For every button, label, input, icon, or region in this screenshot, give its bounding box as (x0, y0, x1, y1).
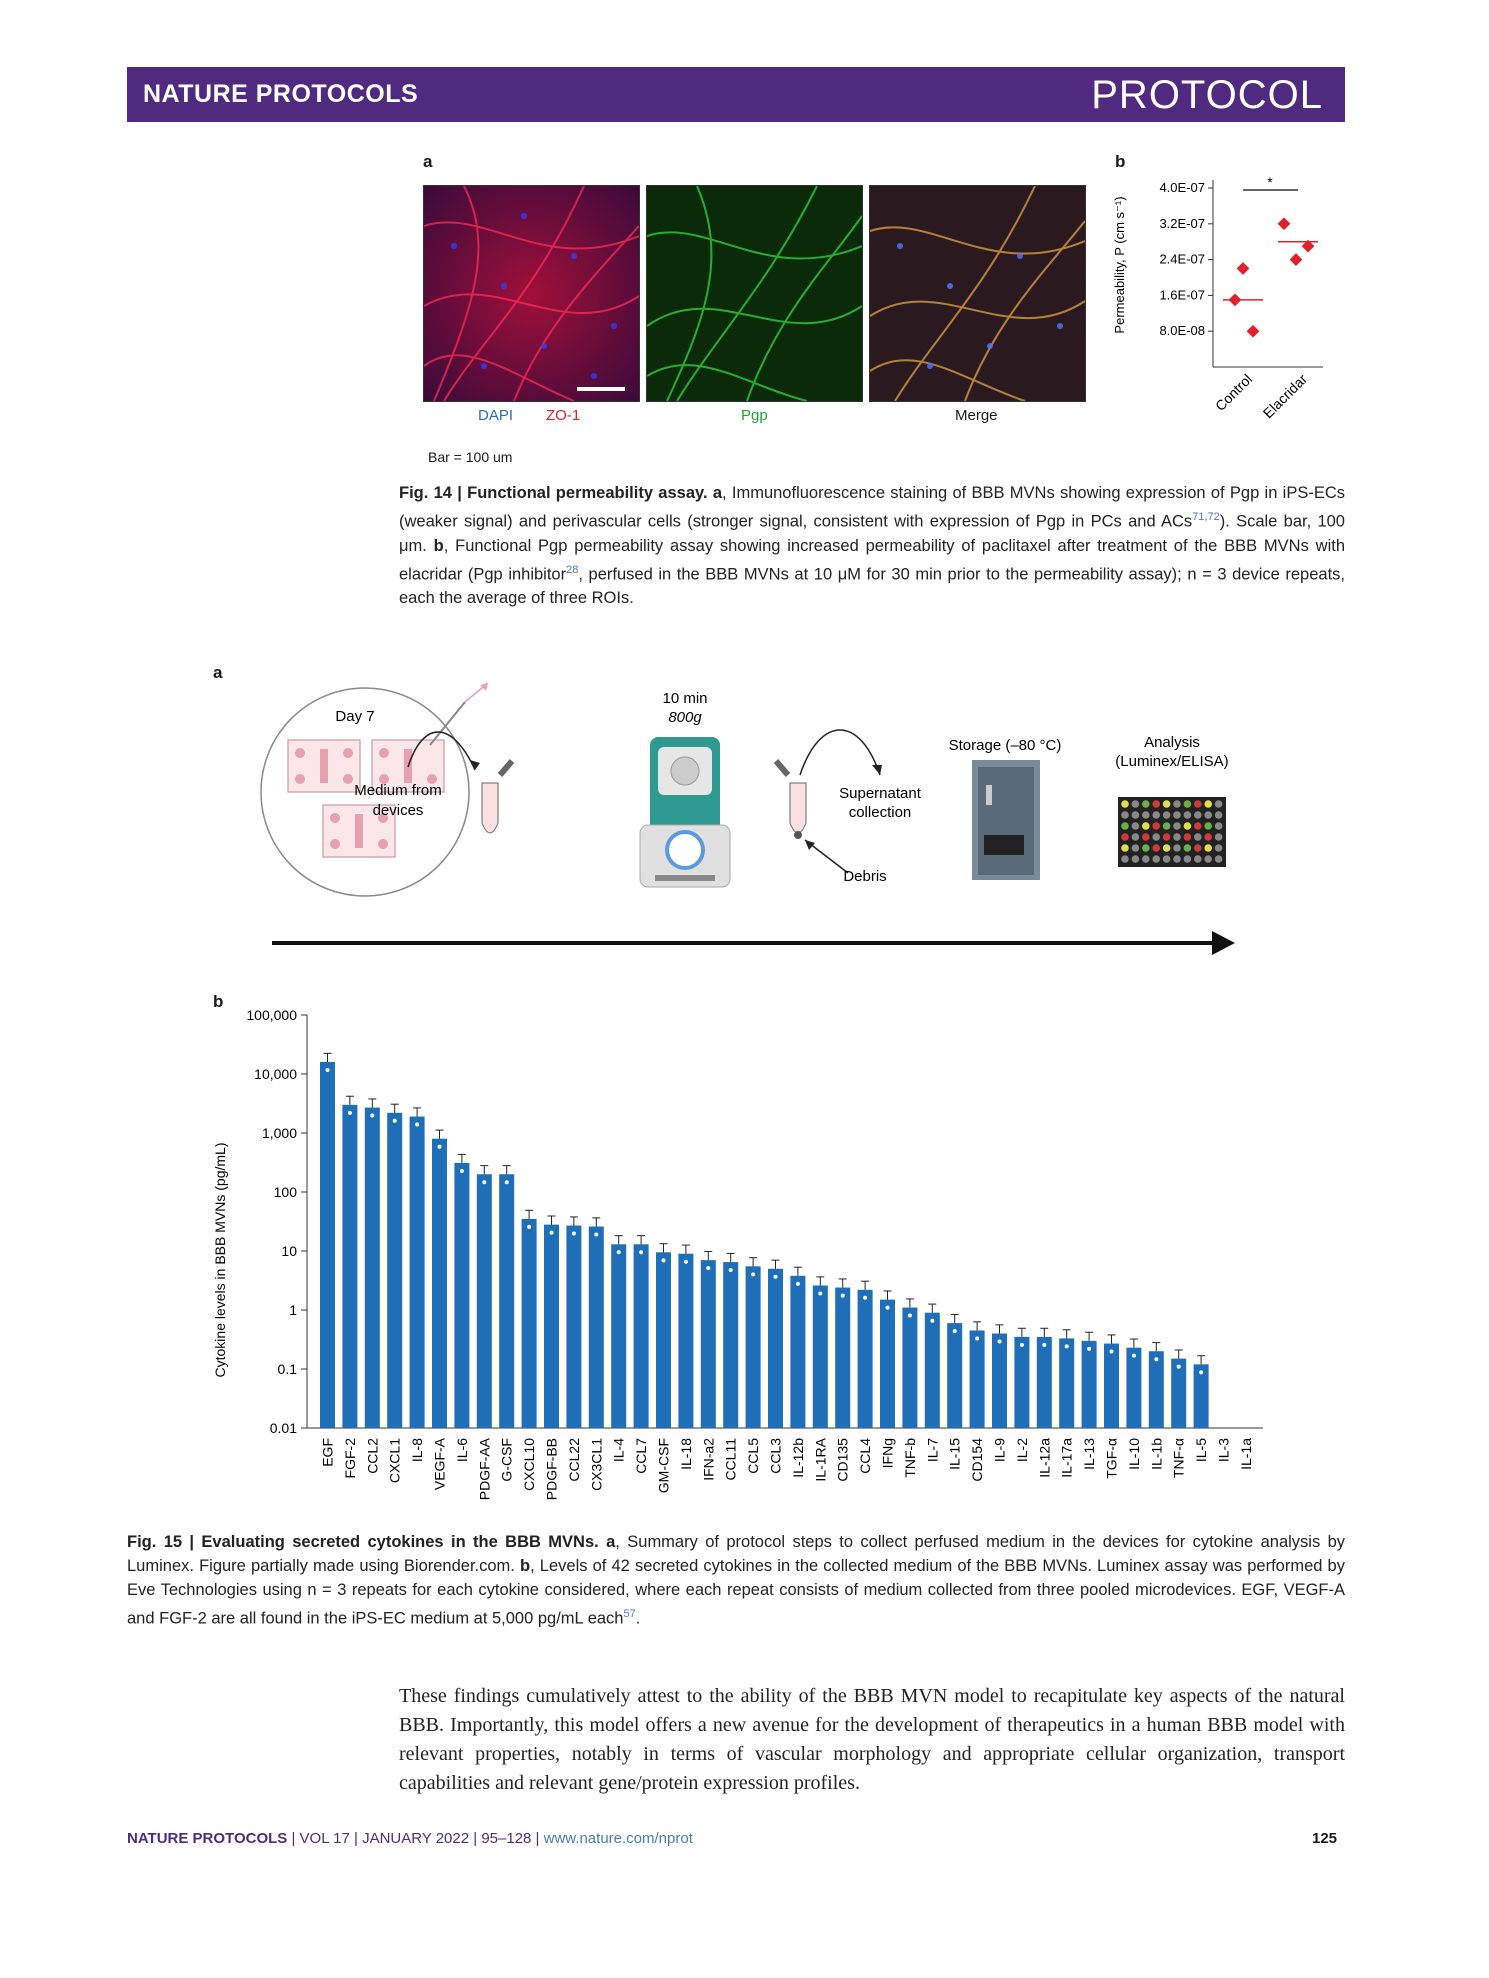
cyto-bar (634, 1244, 649, 1428)
cyto-bar (656, 1252, 671, 1428)
fig15-panel-a-letter: a (213, 663, 223, 682)
cyto-bar (589, 1227, 604, 1428)
cyto-bar (902, 1308, 917, 1428)
cyto-x-label: G-CSF (498, 1438, 515, 1482)
plate-well (1121, 822, 1129, 830)
page-number: 125 (1312, 1830, 1338, 1847)
cyto-bar (1104, 1344, 1119, 1428)
plate-well (1184, 811, 1192, 819)
label-merge: Merge (955, 407, 998, 424)
fig14-ref2: 28 (566, 563, 579, 576)
plate-well (1194, 844, 1202, 852)
cyto-point (930, 1319, 934, 1323)
cyto-bar (342, 1105, 357, 1428)
cyto-bar (790, 1276, 805, 1428)
cyto-point (393, 1119, 397, 1123)
cyto-point (572, 1232, 576, 1236)
plate-well (1204, 822, 1212, 830)
medium-label-1: Medium from (354, 782, 442, 799)
cyto-x-label: IL-17a (1058, 1438, 1075, 1478)
plate-well (1142, 855, 1150, 863)
cyto-point (594, 1233, 598, 1237)
plate-icon (1118, 797, 1226, 867)
plate-well (1163, 844, 1171, 852)
cyto-point (527, 1225, 531, 1229)
plate-well (1204, 844, 1212, 852)
cyto-point (863, 1296, 867, 1300)
fig14-caption-b: b (433, 536, 444, 555)
perm-y-label: Permeability, P (cm s⁻¹) (1112, 196, 1127, 334)
plate-well (1173, 855, 1181, 863)
fig14-caption-text-b2: , perfused in the BBB MVNs at 10 μM for 30 min prior to the permeability assay); n = 3 device repeats, each the average of three ROIs. (399, 565, 1345, 607)
perm-y-tick-label: 2.4E-07 (1159, 251, 1205, 267)
perm-y-tick-label: 3.2E-07 (1159, 215, 1205, 231)
cyto-bar (432, 1139, 447, 1428)
perm-y-tick-label: 8.0E-08 (1159, 323, 1205, 339)
cyto-y-tick-label: 0.01 (269, 1420, 297, 1436)
cyto-bar (678, 1254, 693, 1428)
plate-well (1173, 833, 1181, 841)
cyto-x-label: TNF-α (1170, 1438, 1187, 1478)
freezer-icon (972, 760, 1040, 880)
perm-point (1237, 262, 1250, 275)
cyto-bar (947, 1323, 962, 1428)
plate-well (1142, 800, 1150, 808)
permeability-chart (1108, 165, 1338, 430)
plate-well (1173, 844, 1181, 852)
journal-name: NATURE PROTOCOLS (143, 80, 419, 108)
significance-star: * (1267, 174, 1273, 190)
cyto-point (751, 1272, 755, 1276)
cyto-bar (1037, 1337, 1052, 1428)
cyto-bar (365, 1108, 380, 1428)
plate-well (1204, 855, 1212, 863)
debris-label: Debris (843, 868, 887, 885)
cyto-bar (992, 1333, 1007, 1428)
plate-well (1194, 833, 1202, 841)
fig15-ref: 57 (623, 1608, 636, 1620)
cyto-bar (1059, 1338, 1074, 1428)
plate-well (1204, 811, 1212, 819)
body-paragraph: These findings cumulatively attest to the ability of the BBB MVN model to recapitulate key aspects of the natural BBB. Importantly, this model offers a new avenue for the development of therapeutics in a human BBB model with relevant properties, notably in terms of vascular morphology and appropriate cellular organization, transport capabilities and relevant gene/protein expression profiles. (399, 1685, 1345, 1794)
plate-well (1163, 822, 1171, 830)
cyto-x-label: IL-9 (991, 1438, 1008, 1463)
cyto-bar (1171, 1359, 1186, 1428)
cyto-bar (611, 1244, 626, 1428)
cyto-bar (970, 1330, 985, 1428)
plate-well (1152, 800, 1160, 808)
plate-well (1215, 800, 1223, 808)
cyto-point (774, 1275, 778, 1279)
centrifuge-time: 10 min (662, 690, 708, 707)
cyto-x-label: IL-4 (610, 1438, 627, 1463)
cyto-x-label: IL-5 (1193, 1438, 1210, 1463)
cyto-x-label: IL-1a (1237, 1438, 1254, 1470)
cyto-x-label: CD135 (834, 1438, 851, 1482)
cyto-point (998, 1339, 1002, 1343)
plate-well (1163, 855, 1171, 863)
medium-label-2: devices (372, 802, 424, 819)
article-type: PROTOCOL (1091, 73, 1323, 117)
cyto-bar (522, 1219, 537, 1428)
cyto-x-label: IL-10 (1125, 1438, 1142, 1470)
cyto-bar (880, 1300, 895, 1428)
plate-well (1132, 833, 1140, 841)
plate-well (1152, 811, 1160, 819)
cyto-y-tick-label: 1,000 (261, 1125, 297, 1141)
cyto-x-label: IL-2 (1013, 1438, 1030, 1463)
fig14-panel-a-letter: a (423, 152, 433, 171)
journal-header (127, 67, 1345, 122)
plate-well (1121, 800, 1129, 808)
plate-well (1173, 811, 1181, 819)
cyto-bar (544, 1225, 559, 1428)
workflow-diagram (260, 675, 1260, 995)
cyto-bar (410, 1117, 425, 1428)
fig14-caption-text-a: , Immunofluorescence staining of BBB MVNs showing expression of Pgp in iPS-ECs (weaker signal) and perivascular cells (stronger signal, consistent with expression of Pgp in PCs and ACs (399, 484, 1345, 531)
perm-point (1290, 253, 1303, 266)
plate-well (1215, 833, 1223, 841)
plate-well (1215, 822, 1223, 830)
cyto-x-label: IL-18 (677, 1438, 694, 1470)
cyto-point (1087, 1347, 1091, 1351)
cyto-bar (1082, 1341, 1097, 1428)
cyto-x-label: CD154 (969, 1438, 986, 1482)
cyto-bar (499, 1174, 514, 1428)
cyto-x-label: CCL3 (767, 1438, 784, 1474)
fig14-ref1: 71,72 (1192, 511, 1220, 523)
plate-well (1121, 844, 1129, 852)
cyto-x-label: IL-12b (789, 1438, 806, 1478)
cyto-x-label: IL-8 (409, 1438, 426, 1463)
cyto-bar (566, 1226, 581, 1428)
cyto-x-label: PDGF-BB (543, 1438, 560, 1501)
perm-y-tick-label: 1.6E-07 (1159, 287, 1205, 303)
centrifuge-speed: 800g (668, 709, 702, 726)
cyto-bar (701, 1260, 716, 1428)
cyto-point (841, 1294, 845, 1298)
plate-well (1142, 811, 1150, 819)
cyto-x-label: CX3CL1 (588, 1438, 605, 1491)
label-dapi: DAPI (478, 407, 514, 424)
perm-y-tick-label: 4.0E-07 (1159, 180, 1205, 195)
cyto-point (1199, 1370, 1203, 1374)
page-footer: NATURE PROTOCOLS | VOL 17 | JANUARY 2022 | 95–128 | www.nature.com/nprot (127, 1830, 693, 1847)
cyto-y-tick-label: 0.1 (277, 1361, 297, 1377)
plate-well (1204, 800, 1212, 808)
plate-well (1152, 844, 1160, 852)
label-pgp: Pgp (741, 407, 768, 424)
footer-pages: 95–128 (481, 1830, 532, 1847)
plate-well (1142, 822, 1150, 830)
plate-well (1152, 855, 1160, 863)
cyto-point (550, 1231, 554, 1235)
plate-well (1184, 855, 1192, 863)
cyto-x-label: EGF (319, 1438, 336, 1467)
plate-well (1142, 844, 1150, 852)
plate-well (1194, 822, 1202, 830)
tube-icon (482, 761, 512, 833)
plate-well (1132, 811, 1140, 819)
plate-well (1215, 844, 1223, 852)
fig14-image-zo1 (423, 185, 640, 402)
cyto-point (639, 1250, 643, 1254)
label-zo1: ZO-1 (546, 407, 581, 424)
cyto-x-label: IL-15 (946, 1438, 963, 1470)
cyto-bar (925, 1313, 940, 1428)
plate-well (1194, 855, 1202, 863)
cyto-point (1065, 1344, 1069, 1348)
cyto-x-label: IFN-a2 (700, 1438, 717, 1481)
day-label: Day 7 (335, 708, 375, 725)
cyto-x-label: GM-CSF (655, 1438, 672, 1494)
cyto-point (1020, 1343, 1024, 1347)
plate-well (1132, 822, 1140, 830)
cyto-y-label: Cytokine levels in BBB MVNs (pg/mL) (212, 1142, 228, 1378)
cyto-x-label: CXCL1 (386, 1438, 403, 1484)
cyto-point (684, 1260, 688, 1264)
fig15-caption-text-a: , Summary of protocol steps to collect perfused medium in the devices for cytokine analysis by Luminex. Figure partially made using Biorender.com. (127, 1533, 1346, 1575)
plate-well (1121, 855, 1129, 863)
plate-well (1152, 822, 1160, 830)
fig15-caption-label: Fig. 15 | Evaluating secreted cytokines in the BBB MVNs. (127, 1533, 599, 1551)
cyto-x-label: IL-1RA (812, 1438, 829, 1482)
analysis-label-1: Analysis (1144, 734, 1200, 751)
perm-x-label: Control (1211, 370, 1256, 415)
fig14-image-merge (869, 185, 1086, 402)
plate-well (1163, 833, 1171, 841)
cyto-x-label: TGF-α (1103, 1438, 1120, 1479)
cytokine-chart (205, 995, 1265, 1505)
cyto-bar (746, 1266, 761, 1428)
fig15-caption-b: b (520, 1557, 531, 1575)
cyto-bar (387, 1113, 402, 1428)
cyto-point (370, 1114, 374, 1118)
cyto-x-label: IL-13 (1081, 1438, 1098, 1470)
cyto-point (482, 1180, 486, 1184)
cyto-point (729, 1268, 733, 1272)
fig15-caption-a: a (606, 1533, 616, 1551)
cyto-x-label: IL-1b (1148, 1438, 1165, 1470)
plate-well (1152, 833, 1160, 841)
plate-well (1184, 844, 1192, 852)
plate-well (1173, 800, 1181, 808)
supernatant-label-1: Supernatant (839, 785, 921, 802)
cyto-x-label: IL-7 (924, 1438, 941, 1463)
scale-bar (577, 387, 625, 391)
scale-note: Bar = 100 um (428, 449, 513, 465)
cyto-bar (320, 1062, 335, 1428)
centrifuge-icon (640, 737, 730, 887)
cyto-bar (1149, 1351, 1164, 1428)
fig14-caption-a: a (712, 484, 723, 502)
plate-well (1142, 833, 1150, 841)
cyto-x-label: FGF-2 (341, 1438, 358, 1479)
cyto-point (415, 1123, 419, 1127)
cyto-bar (813, 1286, 828, 1428)
footer-url[interactable]: www.nature.com/nprot (543, 1830, 693, 1847)
plate-well (1184, 822, 1192, 830)
cyto-point (617, 1250, 621, 1254)
plate-well (1132, 800, 1140, 808)
cyto-x-label: IL-6 (453, 1438, 470, 1463)
fig15-caption-text-b: , Levels of 42 secreted cytokines in the collected medium of the BBB MVNs. Luminex assay was performed by Eve Technologies using n = 3 repeats for each cytokine considered, where each repeat consists of medium collected from three pooled microdevices. EGF, VEGF-A and FGF-2 are all found in the iPS-EC medium at 5,000 pg/mL each (127, 1557, 1345, 1628)
cyto-point (796, 1282, 800, 1286)
cyto-x-label: CCL11 (722, 1438, 739, 1481)
fig14-caption-label: Fig. 14 | Functional permeability assay. (399, 484, 708, 502)
cyto-point (1154, 1357, 1158, 1361)
fig14-panel-b-letter: b (1115, 152, 1126, 171)
plate-well (1173, 822, 1181, 830)
plate-well (1163, 811, 1171, 819)
cyto-point (1177, 1365, 1181, 1369)
cyto-x-label: IL-3 (1215, 1438, 1232, 1463)
cyto-bar (477, 1174, 492, 1428)
cyto-x-label: TNF-b (901, 1438, 918, 1478)
footer-volume: VOL 17 (299, 1830, 350, 1847)
fig15-caption-end: . (635, 1609, 641, 1628)
plate-well (1215, 811, 1223, 819)
storage-label: Storage (–80 °C) (948, 737, 1062, 754)
cyto-x-label: CCL5 (745, 1438, 762, 1474)
cyto-y-tick-label: 10 (281, 1243, 297, 1259)
cyto-bar (723, 1262, 738, 1428)
cyto-x-label: IL-12a (1036, 1438, 1053, 1478)
perm-point (1278, 217, 1291, 230)
plate-well (1204, 833, 1212, 841)
cyto-point (348, 1111, 352, 1115)
cyto-point (886, 1306, 890, 1310)
cyto-x-label: VEGF-A (431, 1438, 448, 1491)
cyto-x-label: CXCL10 (521, 1438, 538, 1491)
cyto-y-tick-label: 10,000 (254, 1066, 297, 1082)
cyto-point (706, 1266, 710, 1270)
footer-journal: NATURE PROTOCOLS (127, 1830, 288, 1847)
fig14-caption-text-a2: ). Scale bar, 100 μm. (399, 512, 1345, 555)
cyto-point (326, 1068, 330, 1072)
plate-well (1184, 833, 1192, 841)
fig14-image-pgp (646, 185, 863, 402)
plate-well (1132, 855, 1140, 863)
cyto-point (818, 1292, 822, 1296)
cyto-bar (768, 1269, 783, 1428)
footer-issue: JANUARY 2022 (362, 1830, 470, 1847)
fig14-caption-text-b: , Functional Pgp permeability assay showing increased permeability of paclitaxel after treatment of the BBB MVNs with elacridar (Pgp inhibitor (399, 536, 1345, 583)
fig15-caption (127, 1530, 1345, 1631)
cyto-bar (1014, 1337, 1029, 1428)
cyto-x-label: CCL7 (633, 1438, 650, 1474)
cyto-point (662, 1258, 666, 1262)
perm-point (1247, 325, 1260, 338)
cyto-bar (835, 1288, 850, 1428)
cyto-bar (454, 1163, 469, 1428)
cyto-bar (858, 1290, 873, 1428)
plate-well (1194, 800, 1202, 808)
cyto-y-tick-label: 100 (273, 1184, 297, 1200)
cyto-x-label: CCL22 (565, 1438, 582, 1482)
fig15-panel-b-letter: b (213, 992, 224, 1011)
cyto-point (953, 1329, 957, 1333)
supernatant-label-2: collection (848, 804, 912, 821)
cyto-x-label: CCL2 (364, 1438, 381, 1474)
cyto-x-label: PDGF-AA (476, 1438, 493, 1501)
plate-well (1132, 844, 1140, 852)
plate-well (1163, 800, 1171, 808)
plate-well (1215, 855, 1223, 863)
plate-well (1121, 833, 1129, 841)
cyto-point (505, 1180, 509, 1184)
cyto-point (1110, 1350, 1114, 1354)
cyto-point (1042, 1343, 1046, 1347)
cyto-point (1132, 1354, 1136, 1358)
cyto-point (975, 1336, 979, 1340)
cyto-x-label: IFNg (879, 1438, 896, 1469)
cyto-y-tick-label: 1 (289, 1302, 297, 1318)
cyto-y-tick-label: 100,000 (246, 1007, 297, 1023)
perm-x-label: Elacridar (1259, 370, 1311, 422)
analysis-label-2: (Luminex/ELISA) (1115, 753, 1229, 770)
fig14-caption (399, 481, 1345, 610)
cyto-point (438, 1145, 442, 1149)
cyto-point (908, 1314, 912, 1318)
plate-well (1184, 800, 1192, 808)
plate-well (1194, 811, 1202, 819)
cyto-x-label: CCL4 (857, 1438, 874, 1474)
cyto-bar (1126, 1348, 1141, 1428)
plate-well (1121, 811, 1129, 819)
cyto-point (460, 1169, 464, 1173)
